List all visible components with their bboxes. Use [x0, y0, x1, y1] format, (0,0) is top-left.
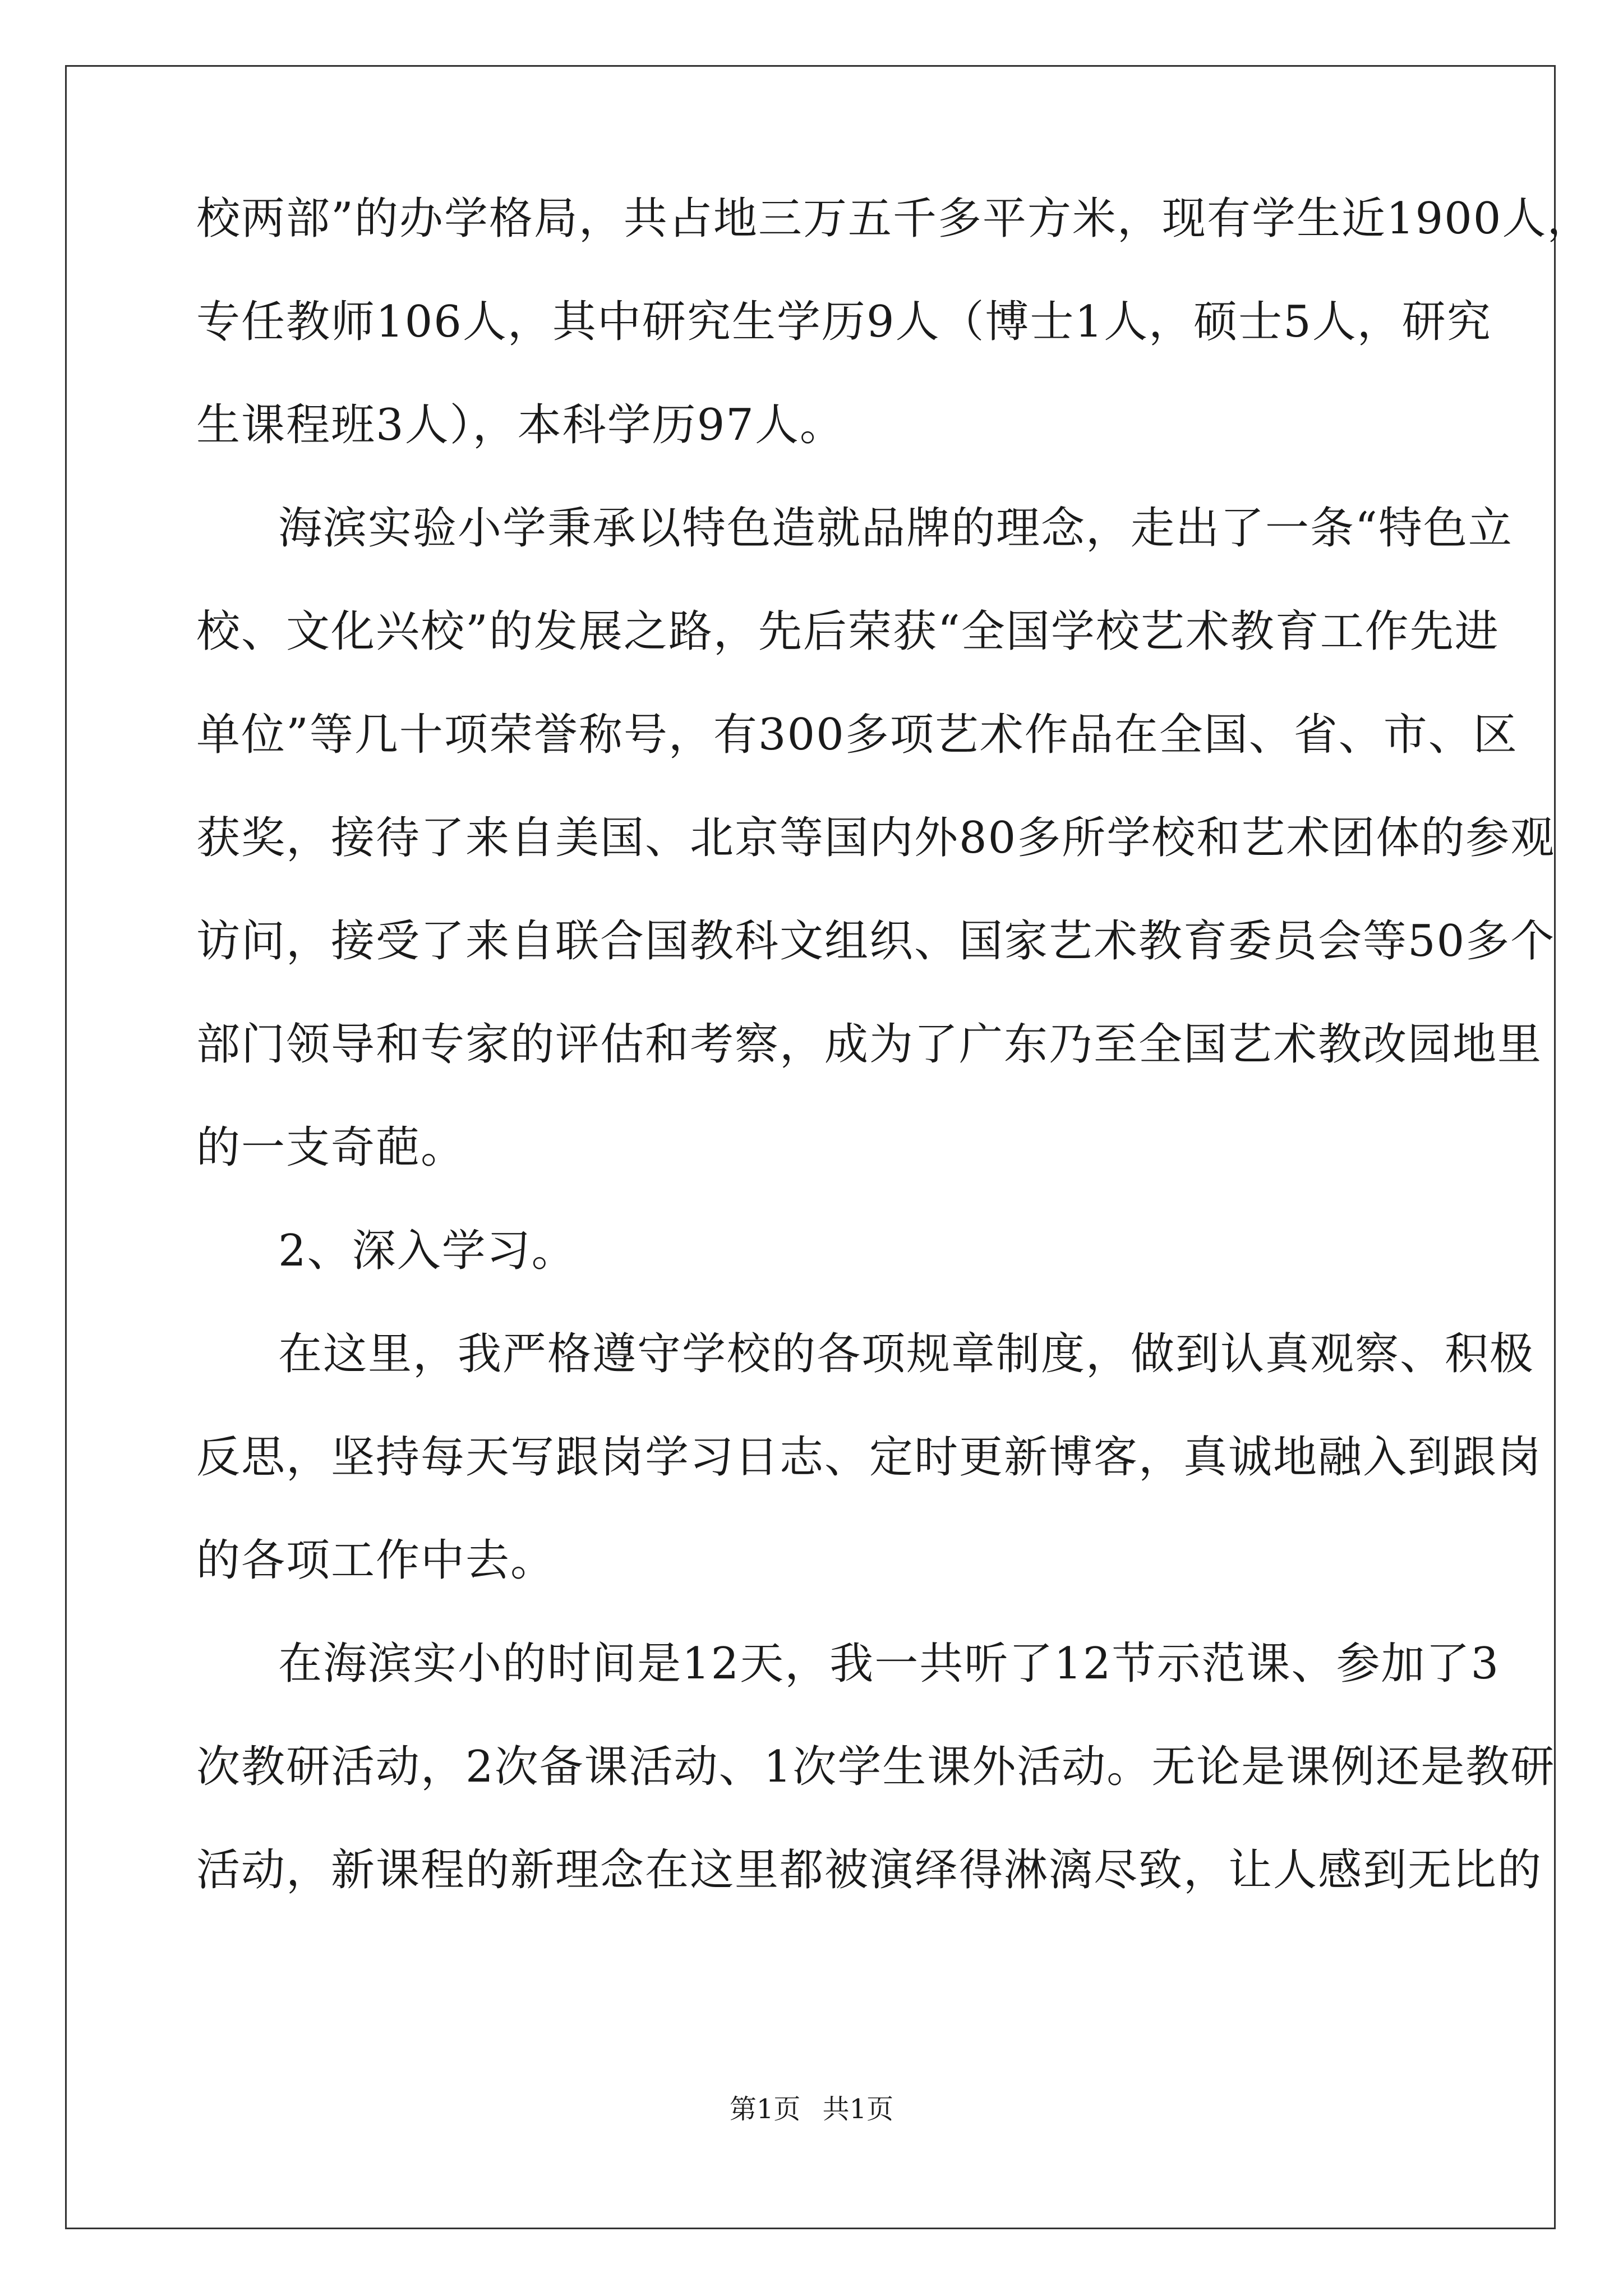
text-line: 在海滨实小的时间是12天，我一共听了12节示范课、参加了3: [278, 1639, 1500, 1689]
page-number: 第1页: [729, 2093, 801, 2125]
text-line: 校两部”的办学格局，共占地三万五千多平方米，现有学生近1900人，: [196, 194, 1592, 244]
section-heading: 2、深入学习。: [278, 1226, 577, 1276]
text-line: 专任教师106人，其中研究生学历9人（博士1人，硕士5人，研究: [196, 297, 1492, 347]
text-line: 活动，新课程的新理念在这里都被演绎得淋漓尽致，让人感到无比的: [196, 1845, 1543, 1895]
text-line: 校、文化兴校”的发展之路，先后荣获“全国学校艺术教育工作先进: [196, 606, 1500, 657]
text-line: 获奖，接待了来自美国、北京等国内外80多所学校和艺术团体的参观: [196, 813, 1556, 863]
text-line: 海滨实验小学秉承以特色造就品牌的理念，走出了一条“特色立: [278, 503, 1513, 554]
text-line: 的一支奇葩。: [196, 1122, 466, 1173]
text-line: 部门领导和专家的评估和考察，成为了广东乃至全国艺术教改园地里: [196, 1019, 1543, 1070]
text-line: 在这里，我严格遵守学校的各项规章制度，做到认真观察、积极: [278, 1329, 1535, 1379]
text-line: 单位”等几十项荣誉称号，有300多项艺术作品在全国、省、市、区: [196, 710, 1518, 760]
page-total: 共1页: [822, 2093, 894, 2125]
text-line: 的各项工作中去。: [196, 1535, 556, 1586]
page-footer: [0, 2092, 1623, 2126]
text-line: 访问，接受了来自联合国教科文组织、国家艺术教育委员会等50多个: [196, 916, 1556, 967]
text-line: 反思，坚持每天写跟岗学习日志、定时更新博客，真诚地融入到跟岗: [196, 1432, 1543, 1483]
text-line: 生课程班3人），本科学历97人。: [196, 400, 845, 450]
text-line: 次教研活动，2次备课活动、1次学生课外活动。无论是课例还是教研: [196, 1742, 1556, 1792]
